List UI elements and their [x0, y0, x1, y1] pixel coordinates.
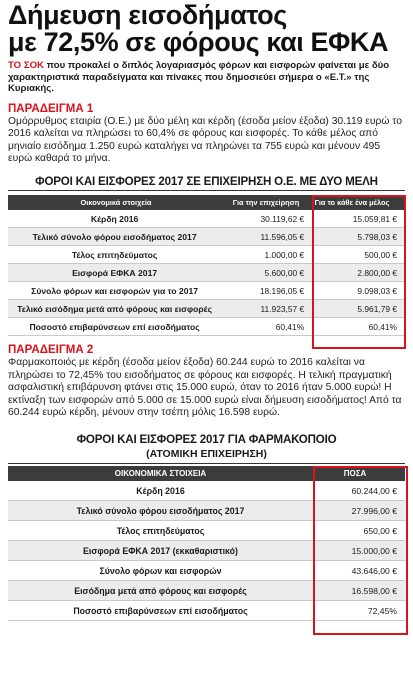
table-2-header-label: ΟΙΚΟΝΟΜΙΚΑ ΣΤΟΙΧΕΙΑ [114, 469, 207, 479]
example-2-title: ΠΑΡΑΔΕΙΓΜΑ 2 [8, 344, 94, 357]
row-label: Τελικό σύνολο φόρου εισοδήματος 2017 [76, 505, 245, 516]
example-1-text: Ομόρρυθμος εταιρία (Ο.Ε.) με δύο μέλη και κέρδη (έσοδα μείον έξοδα) 30.119 ευρώ το 2016 καλείται να πληρώσει το 60,4% σε φόρους και εισφορές. Το κάθε μέλος από μηνιαίο εισόδημα 1.250 ευρώ καταλήγει να πληρώνει τα 755 ευρώ και μένουν 495 ευρώ καθαρά το μήνα. [8, 115, 402, 164]
table-1-rule [8, 190, 405, 191]
headline-line-1: Δήμευση εισοδήματος [8, 0, 287, 30]
row-member-value: 9.098,03 € [357, 285, 397, 296]
row-label: Τέλος επιτηδεύματος [71, 249, 158, 260]
row-label: Τέλος επιτηδεύματος [116, 525, 205, 536]
table-2-rule [8, 463, 405, 464]
row-company-value: 5.600,00 € [264, 267, 305, 278]
row-member-value: 5.961,79 € [357, 303, 397, 314]
headline-line-2: με 72,5% σε φόρους και ΕΦΚΑ [8, 27, 389, 57]
row-label: Τελικό εισόδημα μετά από φόρους και εισφορές [17, 303, 213, 314]
row-label: Εισφορά ΕΦΚΑ 2017 (εκκαθαριστικό) [83, 545, 238, 556]
row-label: Κέρδη 2016 [90, 213, 139, 224]
headline [8, 2, 405, 56]
row-member-value: 15.059,81 € [352, 213, 397, 224]
table-1-header-member: Για το κάθε ένα μέλος [314, 198, 390, 208]
example-1-title: ΠΑΡΑΔΕΙΓΜΑ 1 [8, 102, 94, 115]
row-label: Κέρδη 2016 [136, 485, 185, 496]
row-label: Τελικό σύνολο φόρου εισοδήματος 2017 [32, 231, 197, 242]
example-2-text: Φαρμακοποιός με κέρδη (έσοδα μείον έξοδα) 60.244 ευρώ το 2016 καλείται να πληρώσει το 72,45% του εισοδήματος σε φόρους και εισφορές. Η τελική πραγματική ασφαλιστική επιβάρυνση φτάνει στις 15.000 ευρώ, όταν το 2016 ήταν 5.000 ευρώ! Η εκτίναξη των εισφορών από 5.000 σε 15.000 ευρώ είναι δήμευση εισοδήματος! Από τα 60.244 ευρώ κέρδη, μένουν στην τσέπη μόλις 16.598 ευρώ. [8, 357, 402, 419]
table-1-header-label: Οικονομικά στοιχεία [80, 198, 152, 208]
table-2-title: ΦΟΡΟΙ ΚΑΙ ΕΙΣΦΟΡΕΣ 2017 ΓΙΑ ΦΑΡΜΑΚΟΠΟΙΟ [76, 433, 337, 447]
amount-column-highlight [313, 466, 408, 635]
row-company-value: 11.596,05 € [260, 231, 305, 242]
row-label: Ποσοστό επιβαρύνσεων επί εισοδήματος [73, 605, 248, 616]
row-member-value: 500,00 € [364, 249, 397, 260]
intro-text: που προκαλεί ο διπλός λογαριασμός φόρων και εισφορών φαίνεται με δύο χαρακτηριστικά παραδείγματα και πίνακες που δημοσιεύει σήμερα ο «Ε.Τ.» της Κυριακής. [8, 60, 390, 95]
row-member-value: 5.798,03 € [357, 231, 397, 242]
row-amount: 16.598,00 € [351, 585, 397, 596]
row-company-value: 11.923,57 € [260, 303, 305, 314]
table-1 [8, 195, 405, 336]
row-amount: 15.000,00 € [351, 545, 397, 556]
row-label: Σύνολο φόρων και εισφορών για το 2017 [31, 285, 199, 296]
intro-lead: ΤΟ ΣΟΚ [8, 60, 44, 71]
table-1-title: ΦΟΡΟΙ ΚΑΙ ΕΙΣΦΟΡΕΣ 2017 ΣΕ ΕΠΙΧΕΙΡΗΣΗ Ο.Ε. ΜΕ ΔΥΟ ΜΕΛΗ [35, 175, 378, 189]
row-label: Ποσοστό επιβαρύνσεων επί εισοδήματος [29, 321, 200, 332]
row-member-value: 2.800,00 € [357, 267, 397, 278]
table-1-header-company: Για την επιχείρηση [232, 198, 300, 208]
row-company-value: 1.000,00 € [264, 249, 305, 260]
table-2-subtitle: (ΑΤΟΜΙΚΗ ΕΠΙΧΕΙΡΗΣΗ) [146, 448, 267, 461]
row-company-value: 60,41% [275, 321, 305, 332]
table-2 [8, 466, 405, 621]
row-amount: 60.244,00 € [351, 485, 397, 496]
row-amount: 43.646,00 € [351, 565, 397, 576]
row-amount: 650,00 € [363, 525, 397, 536]
intro-paragraph [8, 60, 405, 95]
row-label: Εισόδημα μετά από φόρους και εισφορές [74, 585, 247, 596]
row-company-value: 30.119,62 € [260, 213, 305, 224]
row-label: Σύνολο φόρων και εισφορών [99, 565, 222, 576]
row-label: Εισφορά ΕΦΚΑ 2017 [72, 267, 158, 278]
row-amount: 27.996,00 € [351, 505, 397, 516]
member-column-highlight [312, 195, 406, 349]
row-member-value: 60,41% [368, 321, 397, 332]
row-company-value: 18.196,05 € [259, 285, 305, 296]
row-amount: 72,45% [367, 605, 397, 616]
table-2-header-amount: ΠΟΣΑ [343, 469, 367, 479]
